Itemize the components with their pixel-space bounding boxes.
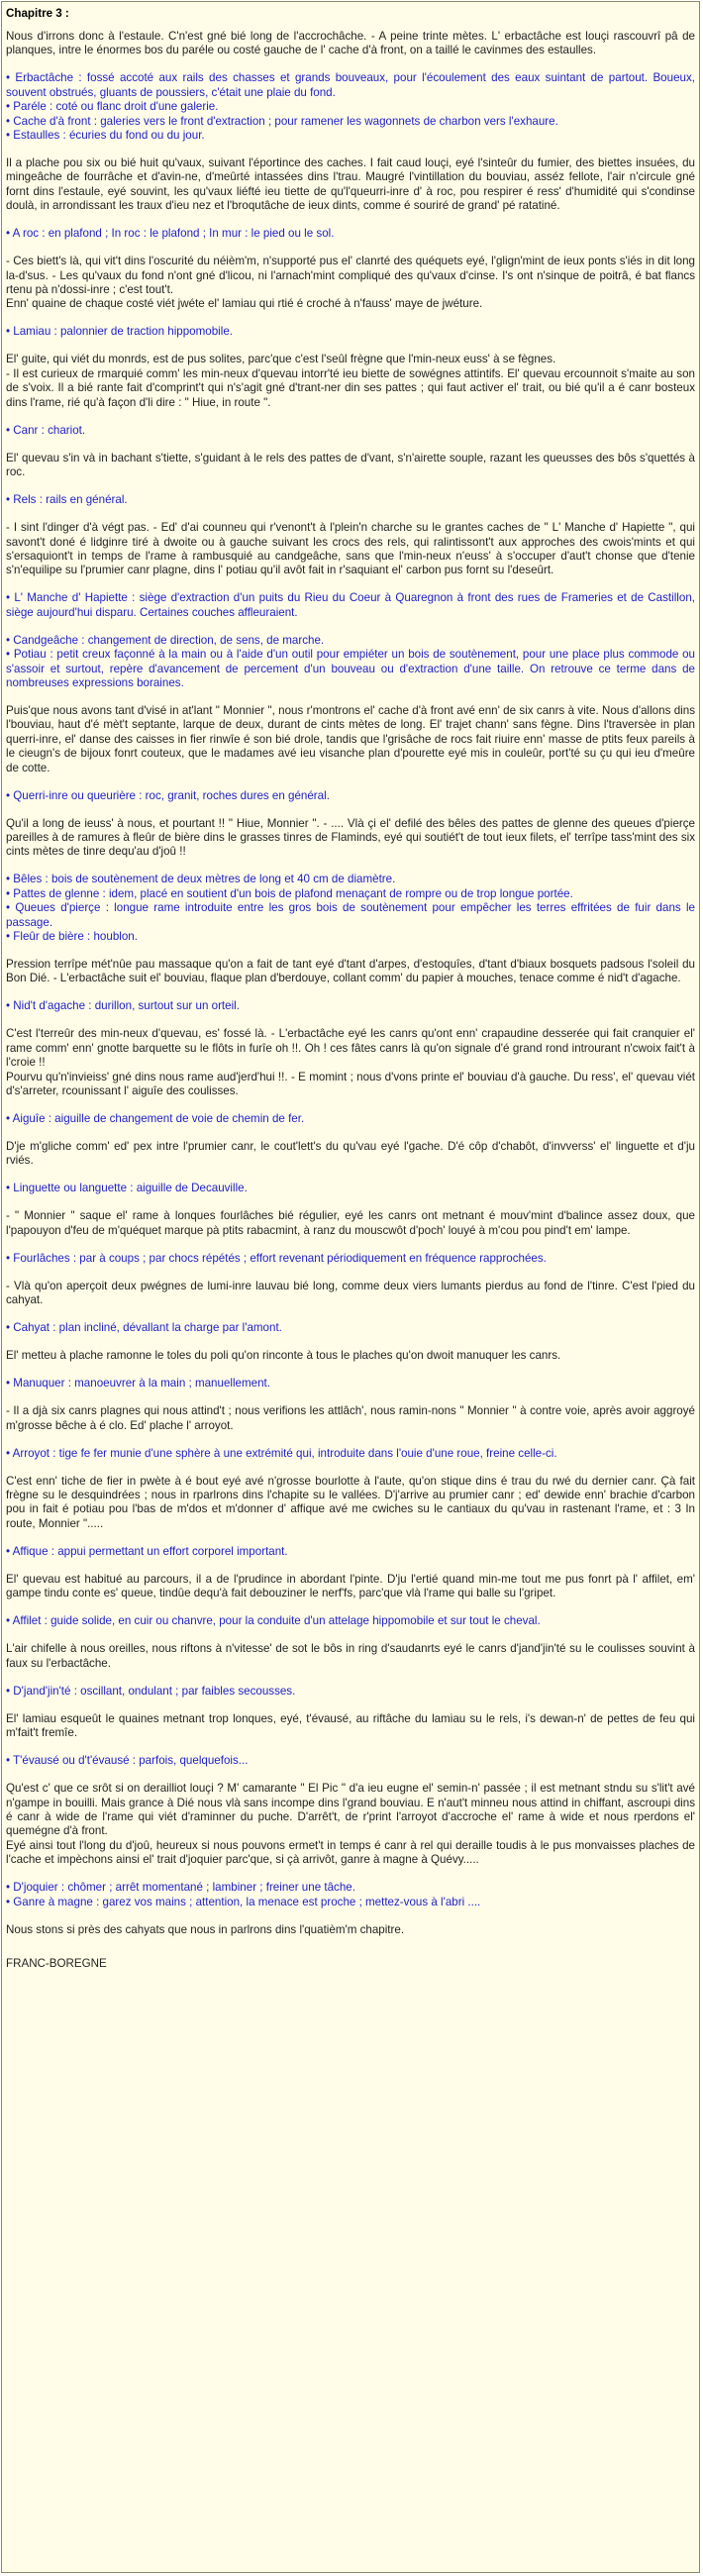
glossary-note xyxy=(6,1447,695,1461)
story-line: - Il est curieux de rmarquié comm' les min-neux d'quevau intorr'té ieu biette de sowégnes attintifs. El' quevau ercounnoit s'maite au son de s'voix. Il a bié rante fait d'comprint't qui n's'agit gné d'trant-ner din ses pattes ; qui faut activer el' trait, ou bié qu'il a é canr bosteux dins l'rame, rié qu'à façon d'li dire : " Hiue, in route ". xyxy=(6,366,695,409)
story-line: Qu'il a long de ieuss' à nous, et pourtant !! " Hiue, Monnier ". - .... Vlà çi el' defilé des bêles des pattes de glenne des queues d'pierçe pareilles à de ramures à fleûr de bière dins le grasses tinres de Flaminds, eyé qui soutiét't de tout ieux filets, el' terrîpe tass'mint des six cints mètes de tinre dequ'au d'joû !! xyxy=(6,816,695,859)
story-line: Eyé ainsi tout l'long du d'joû, heureux si nous pouvons ermet't in temps é canr à rel qui deraille toudis à le pus monvaisses plaches de l'cache et impèchons ainsi el' trait d'joquier parc'que, si çà arrivôt, ganre à magne à Quévy..... xyxy=(6,1838,695,1867)
glossary-note xyxy=(6,1545,695,1559)
glossary-note xyxy=(6,873,695,944)
glossary-entry: • Aiguîe : aiguille de changement de voie de chemin de fer. xyxy=(6,1112,305,1126)
glossary-note xyxy=(6,1614,695,1628)
story-paragraph xyxy=(6,1280,695,1308)
story-paragraph xyxy=(6,1209,695,1238)
glossary-entry: • Lamiau : palonnier de traction hippomobile. xyxy=(6,325,233,339)
glossary-entry: • T'évausé ou d't'évausé : parfois, quelquefois... xyxy=(6,1754,249,1768)
story-line: Puis'que nous avons tant d'visé in at'lant " Monnier ", nous r'montrons el' cache d'à front avé enn' de six canrs à vite. Nous d'allons dins l'bouviau, haut d'é mèt't septante, larque de deux, durant de cints mètes de long. El' trajet chann' sans fègne. Dins l'traversèe in plan querri-inre, el' danse des caisses in fier rinwîe é son bié drole, tandis que l'grisâche de rocs fait riuire enn' masse de ptits feux pareils à le cieugn's de bijoux fonrt couteux, que le madames avé ieu visanche plan d'pourette eyé mis in couleûr, port'té su çu qui ieu d'meûre de cotte. xyxy=(6,703,695,774)
story-paragraph xyxy=(6,958,695,986)
glossary-entry: • Affilet : guide solide, en cuir ou chanvre, pour la conduite d'un attelage hippomobile et sur tout le cheval. xyxy=(6,1614,541,1628)
story-line: El' metteu à plache ramonne le toles du poli qu'on rinconte à tous le plaches qu'on dwoit manuquer les canrs. xyxy=(6,1349,561,1363)
glossary-entry: • Linguette ou languette : aiguille de Decauville. xyxy=(6,1182,248,1195)
story-line: El' quevau est habitué au parcours, il a de l'prudince in abordant l'pinte. D'ju l'ertié quand min-me tout me pus fonrt pà l' affilet, em' gampe tindu conte es' queue, tindûe dequ'à fait debouziner le nerf'fs, parc'que vlà l'rame qui balle su l'gripet. xyxy=(6,1572,695,1600)
glossary-note xyxy=(6,325,695,339)
story-paragraph xyxy=(6,30,695,58)
story-paragraph xyxy=(6,452,695,480)
story-line: El' lamiau esqueût le quaines metnant trop lonques, eyé, t'évausé, au riftâche du lamiau su le rels, i's dewan-n' de pettes de feu qui m'fait't fremîe. xyxy=(6,1711,695,1740)
glossary-entry: • Manuquer : manoeuvrer à la main ; manuellement. xyxy=(6,1377,270,1391)
glossary-note xyxy=(6,227,695,241)
glossary-entry: • Bêles : bois de soutènement de deux mètres de long et 40 cm de diamètre. xyxy=(6,873,396,886)
story-paragraph xyxy=(6,1404,695,1433)
glossary-note xyxy=(6,1881,695,1909)
story-line: El' guite, qui viét du monrds, est de pus solites, parc'que c'est l'seûl frègne que l'min-neux euss' à se fègnes. xyxy=(6,353,556,366)
story-paragraph xyxy=(6,1475,695,1532)
glossary-entry: • D'joquier : chômer ; arrêt momentané ; lambiner ; freiner une tâche. xyxy=(6,1881,355,1895)
story-paragraph xyxy=(6,1712,695,1741)
glossary-entry: • Fleûr de bière : houblon. xyxy=(6,930,138,943)
story-paragraph xyxy=(6,1573,695,1601)
glossary-note xyxy=(6,1685,695,1699)
story-line: - Ces biett's là, qui vit't dins l'oscurité du néièm'm, n'supporté pus el' clanrté des quéquets eyé, l'glign'mint de ieux ponts s'iés in dit long la-d'sus. - Les qu'vaux du fond n'ont gné d'licou, ni l'arnach'mint compliqué des qu'vaux d'cinse. I's ont n'sinque de poitrâ, é bat flancs rtenu pà n'dossi-inre ; c'est tout't. xyxy=(6,255,695,297)
story-line: - Vlà qu'on aperçoit deux pwégnes de lumi-inre lauvau bié long, comme deux viers lumants pierdus au fond de l'tinre. C'est l'pied du cahyat. xyxy=(6,1279,695,1307)
glossary-entry: • Erbactâche : fossé accoté aux rails des chasses et grands bouveaux, pour l'écoulement des eaux suintant de partout. Boueux, souvent obstrués, gluants de poussiers, c'était une plaie du fond. xyxy=(6,71,695,99)
glossary-note xyxy=(6,1377,695,1391)
chapter-panel xyxy=(1,1,700,2573)
story-line: Pression terrîpe mét'nûe pau massaque qu'on a fait de tant eyé d'tant d'arpes, d'estoquîes, d'tant d'biaux bosquets padsous l'soleil du Bon Dié. - L'erbactâche suit el' bouviau, flaque plan d'berdouye, collant comm' du papier à mouches, tenace comme é nid't d'agache. xyxy=(6,958,695,985)
glossary-entry: • Fourlâches : par à coups ; par chocs répétés ; effort revenant périodiquement en fréquence rapprochées. xyxy=(6,1251,547,1265)
glossary-entry: • Cahyat : plan incliné, dévallant la charge par l'amont. xyxy=(6,1321,282,1335)
glossary-note xyxy=(6,999,695,1013)
author-signature: FRANC-BOREGNE xyxy=(6,1956,107,1970)
glossary-entry: • Affique : appui permettant un effort corporel important. xyxy=(6,1544,288,1558)
story-line: - " Monnier " saque el' rame à lonques fourlâches bié régulier, eyé les canrs ont metnant é mouv'mint d'balince assez doux, que l'papouyon d'feu de m'quéquet marque pà ptits rabacmint, à ranz du mouscwôt d'poch' louyé à m'cou pou pind't em' lampe. xyxy=(6,1209,695,1237)
story-paragraph xyxy=(6,1642,695,1671)
story-line: Qu'est c' que ce srôt si on derailliot louçi ? M' camarante " El Pic " d'a ieu eugne el' semin-n' passée ; il est metnant stndu su s'lit't avé n'gampe in bouilli. Mais grance à Dié nous vlà sans incompe dins l'grand bouviau. E n'aut't minneu nous attind in chiffant, ascroupi dins é canr à wide de l'rame qui viét d'raminner du puche. D'arrêt't, de r'print l'arroyot d'accroche el' rame à wide et nous rperdons el' quemégne d'à front. xyxy=(6,1782,695,1838)
story-line: - Il a djà six canrs plagnes qui nous attind't ; nous verifions les attlâch', nous ramin-nons " Monnier " à contre voie, après avoir aggroyé m'grosse bêche à é clo. Ed' plache l' arroyot. xyxy=(6,1404,695,1432)
story-paragraph xyxy=(6,1140,695,1169)
glossary-note xyxy=(6,424,695,438)
story-line: Enn' quaine de chaque costé viét jwéte el' lamiau qui rtié é croché à n'fauss' maye de jwéture. xyxy=(6,297,483,311)
story-line: Il a plache pou six ou bié huit qu'vaux, suivant l'éportince des caches. I fait caud louçi, eyé l'sinteûr du fumier, des biettes insuées, du mingeâche de fourrâche et d'avin-ne, d'meûrté intassées dins l'trau. Maugré l'vintillation du bouviau, asséz fellote, l'air n'circule gné fornt dins l'estaule, eyé souvint, les qu'vaux liéfté ieu tiette de qu'l'queurri-inre d' à roc, pou respirer é ress' d'humidité qui s'condinse doulà, in arrondissant les traux d'ieu nez et l'broqutâche de ieux dints, comme é souriré de grand' pé ratatiné. xyxy=(6,156,695,213)
glossary-entry: • Rels : rails en général. xyxy=(6,493,128,507)
story-paragraph xyxy=(6,1349,695,1363)
glossary-note xyxy=(6,1112,695,1126)
glossary-note xyxy=(6,789,695,803)
story-line: Pourvu qu'n'invieiss' gné dins nous rame aud'jerd'hui !!. - E momint ; nous d'vons printe el' bouviau d'à gauche. Du ress', el' quevau viét d's'arreter, rcounissant l' aiguîe des coulisses. xyxy=(6,1070,695,1098)
glossary-entry: • A roc : en plafond ; In roc : le plafond ; In mur : le pied ou le sol. xyxy=(6,227,335,241)
glossary-entry: • Potiau : petit creux façonné à la main ou à l'aide d'un outil pour empiéter un bois de soutènement, pour une place plus commode ou s'assoir et surtout, repère d'avancement de percement d'un bouveau ou d'extraction d'une taille. On retrouve ce terme dans de nombreuses expressions boraines. xyxy=(6,648,695,689)
glossary-entry: • Estaulles : écuries du fond ou du jour. xyxy=(6,129,205,143)
glossary-entry: • Nid't d'agache : durillon, surtout sur un orteil. xyxy=(6,999,240,1013)
story-line: El' quevau s'in và in bachant s'tiette, s'guidant à le rels des pattes de d'vant, s'n'airette souple, razant les queusses des bôs s'quettés à roc. xyxy=(6,451,695,479)
glossary-note xyxy=(6,591,695,620)
story-paragraph xyxy=(6,1027,695,1098)
story-paragraph xyxy=(6,255,695,312)
glossary-note xyxy=(6,493,695,507)
glossary-note xyxy=(6,71,695,143)
story-paragraph xyxy=(6,521,695,578)
chapter-body xyxy=(6,30,695,1937)
story-paragraph xyxy=(6,353,695,410)
glossary-entry: • Pattes de glenne : idem, placé en soutient d'un bois de plafond menaçant de rompre ou de trop longue portée. xyxy=(6,886,573,900)
chapter-title: Chapitre 3 : xyxy=(6,7,69,20)
glossary-entry: • Cache d'à front : galeries vers le front d'extraction ; pour ramener les wagonnets de charbon vers l'exhaure. xyxy=(6,114,558,128)
story-paragraph xyxy=(6,156,695,214)
story-line: L'air chifelle à nous oreilles, nous riftons à n'vitesse' de sot le bôs in ring d'saudanrts eyé le canrs d'jand'jin'té su le coulisses souvint à faux su l'erbactâche. xyxy=(6,1642,695,1670)
story-line: C'est enn' tiche de fier in pwète à é bout eyé avé n'grosse bourlotte à l'aute, qu'on stique dins é trau du rwé du dernier canr. Çà fait frègne su le desquindrées ; nous in rparlrons dins l'chapite su le vallées. D'j'arrive au prumier canr ; ed' dewide enn' brachie d'carbon pou in fait é potiau pou l'bas de m'dos et m'donner d' affique avé me cwiches su le cantiaux du qu'vau in rastenant l'rame, et : 3 In route, Monnier "..... xyxy=(6,1474,695,1530)
story-line: Nous stons si près des cahyats que nous in parlrons dins l'quatièm'm chapitre. xyxy=(6,1922,405,1936)
story-line: D'je m'gliche comm' ed' pex intre l'prumier canr, le cout'lett's du qu'vau eyé l'gache. D'é côp d'chabôt, d'invverss' el' linguette et d'ju rviés. xyxy=(6,1140,695,1168)
story-line: Nous d'irrons donc à l'estaule. C'n'est gné bié long de l'accrochâche. - A peine trinte mètes. L' erbactâche est louçi rascouvrî pâ de planques, intre le énormes bos du paréle ou costé gauche de l' cache d'à front, on a taillé le cavinmes des estaulles. xyxy=(6,30,695,57)
glossary-entry: • Candgeâche : changement de direction, de sens, de marche. xyxy=(6,633,325,647)
glossary-note xyxy=(6,1182,695,1195)
glossary-note xyxy=(6,634,695,691)
story-paragraph xyxy=(6,704,695,775)
story-line: - I sint l'dinger d'à végt pas. - Ed' d'ai counneu qui r'venont't à l'plein'n charche su le grantes caches de " L' Manche d' Hapiette ", qui savont't doné é lidginre tiré à dwoite ou à gauche suivant les crocs des rels, qui ralintissont't aux approches des cwois'mints et qui s'ersaquiont't in temps de l'rame à rambusquié au candgeâche, sans que l'min-neux n'euss' à s'occuper d'aut't chonse que d'tenie s'n'equilipe su l'prumier canr plagne, dins l' potiau qu'il avôt fait in r'saquiant el' carbon pus fornt su l'deseûrt. xyxy=(6,521,695,577)
glossary-entry: • Queues d'pierçe : longue rame introduite entre les gros bois de soutènement pour empêcher les terres effritées de fuir dans le passage. xyxy=(6,901,695,929)
glossary-entry: • Arroyot : tige fe fer munie d'une sphère à une extrémité qui, introduite dans l'ouie d'une roue, freine celle-ci. xyxy=(6,1446,557,1460)
story-paragraph xyxy=(6,1923,695,1937)
glossary-entry: • Ganre à magne : garez vos mains ; attention, la menace est proche ; mettez-vous à l'abri .... xyxy=(6,1895,481,1908)
story-paragraph xyxy=(6,1782,695,1867)
glossary-entry: • Querri-inre ou queurière : roc, granit, roches dures en général. xyxy=(6,788,330,802)
story-line: C'est l'terreûr des min-neux d'quevau, es' fossé là. - L'erbactâche eyé les canrs qu'ont enn' crapaudine desserée qui fait cranquier el' rame comm' enn' gnotte barquette su le flôts in furîe oh !!. Oh ! ces fâtes canrs là qu'on signale d'é grand rond introurant n'cwoix fait't à l'croie !! xyxy=(6,1027,695,1070)
story-paragraph xyxy=(6,817,695,860)
glossary-entry: • D'jand'jin'té : oscillant, ondulant ; par faibles secousses. xyxy=(6,1684,296,1698)
glossary-note xyxy=(6,1252,695,1266)
glossary-note xyxy=(6,1321,695,1335)
glossary-note xyxy=(6,1754,695,1768)
glossary-entry: • L' Manche d' Hapiette : siège d'extraction d'un puits du Rieu du Coeur à Quaregnon à front des rues de Frameries et de Castillon, siège aujourd'hui disparu. Certaines couches affleuraient. xyxy=(6,591,695,619)
glossary-entry: • Paréle : coté ou flanc droit d'une galerie. xyxy=(6,100,219,114)
glossary-entry: • Canr : chariot. xyxy=(6,423,86,437)
